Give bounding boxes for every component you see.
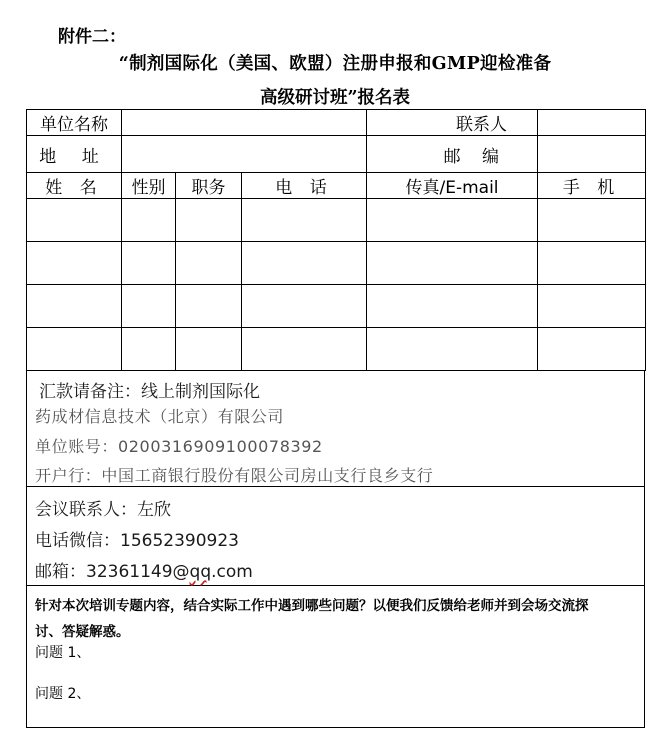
col-title-header: 职务 bbox=[176, 173, 242, 199]
contact-phone: 电话微信：15652390923 bbox=[35, 531, 239, 551]
remit-bank: 开户行：中国工商银行股份有限公司房山支行良乡支行 bbox=[35, 466, 434, 485]
remit-account: 单位账号：0200316909100078392 bbox=[35, 437, 323, 456]
address-label: 地 址 bbox=[27, 136, 122, 173]
attendee-cell[interactable] bbox=[538, 328, 646, 371]
question-2-label[interactable]: 问题 2、 bbox=[35, 686, 91, 702]
unit-row bbox=[27, 110, 646, 136]
attendee-cell[interactable] bbox=[538, 285, 646, 328]
meeting-contact-section bbox=[26, 487, 645, 586]
contact-person-field[interactable] bbox=[538, 110, 646, 136]
attendee-cell[interactable] bbox=[176, 328, 242, 371]
email-domain: qq bbox=[189, 562, 212, 582]
col-name-header: 姓 名 bbox=[27, 173, 122, 199]
email-prefix: 邮箱：32361149@ bbox=[35, 562, 190, 582]
attendee-cell[interactable] bbox=[242, 242, 367, 285]
attendee-cell[interactable] bbox=[122, 328, 176, 371]
attendee-row bbox=[27, 328, 646, 371]
attendee-row bbox=[27, 285, 646, 328]
attendee-cell[interactable] bbox=[367, 242, 538, 285]
postcode-label: 邮 编 bbox=[367, 136, 538, 173]
header-row bbox=[27, 173, 646, 199]
attendee-cell[interactable] bbox=[176, 199, 242, 242]
remittance-section bbox=[26, 370, 645, 487]
attendee-cell[interactable] bbox=[367, 285, 538, 328]
attendee-cell[interactable] bbox=[122, 199, 176, 242]
attendee-cell[interactable] bbox=[176, 242, 242, 285]
unit-name-label: 单位名称 bbox=[27, 110, 122, 136]
attendee-cell[interactable] bbox=[122, 242, 176, 285]
col-gender-header: 性别 bbox=[122, 173, 176, 199]
registration-table bbox=[26, 109, 646, 371]
email-suffix: .com bbox=[211, 562, 253, 582]
address-field[interactable] bbox=[122, 136, 367, 173]
attendee-cell[interactable] bbox=[27, 328, 122, 371]
question-1-label[interactable]: 问题 1、 bbox=[35, 645, 91, 661]
attendee-cell[interactable] bbox=[242, 285, 367, 328]
attendee-cell[interactable] bbox=[242, 199, 367, 242]
attendee-row bbox=[27, 199, 646, 242]
attendee-cell[interactable] bbox=[176, 285, 242, 328]
col-phone-header: 电 话 bbox=[242, 173, 367, 199]
survey-prompt-line-2: 讨、答疑解惑。 bbox=[35, 624, 130, 640]
col-fax-email-header: 传真/E-mail bbox=[367, 173, 538, 199]
attendee-cell[interactable] bbox=[27, 285, 122, 328]
attendee-cell[interactable] bbox=[367, 199, 538, 242]
attendee-cell[interactable] bbox=[538, 199, 646, 242]
postcode-field[interactable] bbox=[538, 136, 646, 173]
form-title-line-2: 高级研讨班”报名表 bbox=[259, 88, 411, 108]
attachment-label: 附件二： bbox=[58, 27, 126, 47]
attendee-cell[interactable] bbox=[367, 328, 538, 371]
attendee-cell[interactable] bbox=[27, 199, 122, 242]
form-title-line-1: “制剂国际化（美国、欧盟）注册申报和GMP迎检准备 bbox=[118, 54, 552, 74]
contact-person-label: 联系人 bbox=[367, 110, 538, 136]
remit-note: 汇款请备注：线上制剂国际化 bbox=[39, 382, 260, 402]
attendee-cell[interactable] bbox=[242, 328, 367, 371]
contact-person: 会议联系人：左欣 bbox=[35, 500, 171, 520]
attendee-row bbox=[27, 242, 646, 285]
questions-section bbox=[26, 586, 645, 728]
remit-company: 药成材信息技术（北京）有限公司 bbox=[35, 407, 285, 426]
attendee-cell[interactable] bbox=[122, 285, 176, 328]
contact-email bbox=[35, 557, 253, 582]
attendee-cell[interactable] bbox=[538, 242, 646, 285]
address-row bbox=[27, 136, 646, 173]
attendee-cell[interactable] bbox=[27, 242, 122, 285]
survey-prompt-line-1: 针对本次培训专题内容，结合实际工作中遇到哪些问题？以便我们反馈给老师并到会场交流探 bbox=[35, 598, 589, 614]
unit-name-field[interactable] bbox=[122, 110, 367, 136]
col-mobile-header: 手 机 bbox=[538, 173, 646, 199]
